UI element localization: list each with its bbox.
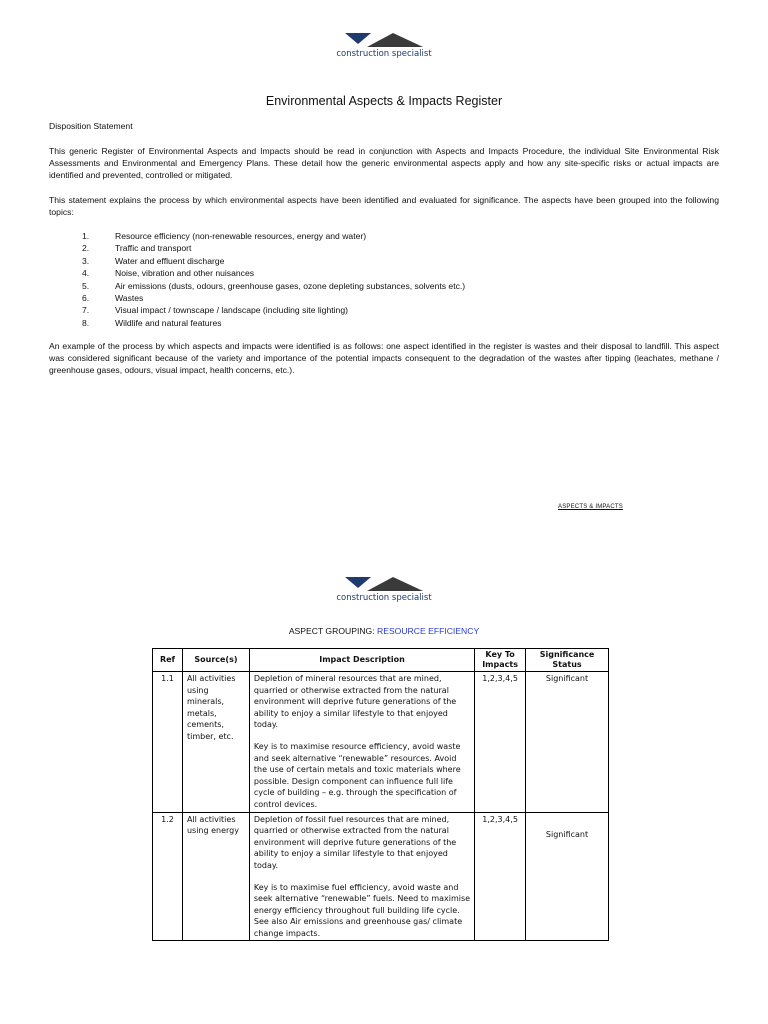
cell-key: 1,2,3,4,5 xyxy=(475,672,526,813)
table-row xyxy=(153,672,609,813)
cell-sources: All activities using energy xyxy=(182,812,249,941)
aspect-grouping xyxy=(0,626,768,636)
list-item: 2. Traffic and transport xyxy=(82,243,192,254)
paragraph-example: An example of the process by which aspects and impacts were identified is as follows: one aspect identified in the register is wastes and their disposal to landfill. This aspect was considered significant because of the variety and importance of the potential impacts consequent to the degradation of the wastes after tipping (leachates, methane / greenhouse gases, odours, visual impact, health concerns, etc.). xyxy=(49,341,719,375)
table-header-row xyxy=(153,649,609,672)
list-item: 6. Wastes xyxy=(82,293,144,304)
paragraph-process: This statement explains the process by which environmental aspects have been identified and evaluated for significance. The aspects have been grouped into the following topics: xyxy=(49,195,719,217)
cell-status: Significant xyxy=(526,812,609,941)
list-item: 4. Noise, vibration and other nuisances xyxy=(82,268,255,279)
aspect-grouping-label: ASPECT GROUPING: xyxy=(288,626,377,636)
impact-text: Key is to maximise fuel efficiency, avoid waste and seek alternative “renewable” fuels. Need to maximise energy efficiency throughout full building life cycle. See also Air emissions and greenhouse gas/ climate change impacts. xyxy=(253,882,471,938)
disposition-heading: Disposition Statement xyxy=(49,121,133,131)
impact-text: Depletion of mineral resources that are mined, quarried or otherwise extracted from the natural environment will deprive future generations of the ability to enjoy a similar lifestyle to that enjoyed today. xyxy=(253,674,457,730)
cell-status: Significant xyxy=(526,672,609,813)
column-header-key: Key To Impacts xyxy=(475,649,526,672)
logo-text: construction specialist xyxy=(336,593,432,603)
list-item: 7. Visual impact / townscape / landscape (including site lighting) xyxy=(82,305,348,316)
company-logo xyxy=(329,33,439,59)
register-table xyxy=(152,648,609,941)
company-logo xyxy=(329,577,439,603)
table-row xyxy=(153,812,609,941)
list-item: 1. Resource efficiency (non-renewable resources, energy and water) xyxy=(82,231,367,241)
cell-impact xyxy=(249,812,474,941)
cell-key: 1,2,3,4,5 xyxy=(475,812,526,941)
logo-mark-icon xyxy=(345,577,423,592)
impact-text: control devices. xyxy=(253,799,318,809)
impact-text: Depletion of fossil fuel resources that are mined, quarried or otherwise extracted from the natural environment will deprive future generations of the ability to enjoy a similar lifestyle to that enjoyed today. xyxy=(253,814,457,870)
list-item: 8. Wildlife and natural features xyxy=(82,317,222,328)
aspect-grouping-value: RESOURCE EFFICIENCY xyxy=(377,626,480,636)
impact-text: Key is to maximise resource efficiency, avoid waste and seek alternative “renewable” resources. Avoid the use of certain metals and toxic materials where possible. Design component can influence full life cycle of building – e.g. through the specification of xyxy=(253,741,461,798)
logo-text: construction specialist xyxy=(336,49,432,59)
logo-mark-icon xyxy=(345,33,423,48)
list-item: 5. Air emissions (dusts, odours, greenhouse gases, ozone depleting substances, solvents etc.) xyxy=(82,280,466,291)
column-header-sources: Source(s) xyxy=(182,649,249,672)
list-item: 3. Water and effluent discharge xyxy=(82,255,225,266)
footer-tag: ASPECTS & IMPACTS xyxy=(558,504,623,510)
column-header-ref: Ref xyxy=(153,649,183,672)
topics-list xyxy=(82,230,465,329)
cell-ref: 1.2 xyxy=(153,812,183,941)
cell-ref: 1.1 xyxy=(153,672,183,813)
cell-impact xyxy=(249,672,474,813)
cell-sources: All activities using minerals, metals, cements, timber, etc. xyxy=(182,672,249,813)
column-header-status: Significance Status xyxy=(526,649,609,672)
paragraph-intro: This generic Register of Environmental Aspects and Impacts should be read in conjunction with Aspects and Impacts Procedure, the individual Site Environmental Risk Assessments and Environmental and Emergency Plans. These detail how the generic environmental aspects apply and how any site-specific risks or actual impacts are identified and prevented, controlled or mitigated. xyxy=(49,146,719,180)
column-header-impact: Impact Description xyxy=(249,649,474,672)
page-title: Environmental Aspects & Impacts Register xyxy=(265,94,503,108)
